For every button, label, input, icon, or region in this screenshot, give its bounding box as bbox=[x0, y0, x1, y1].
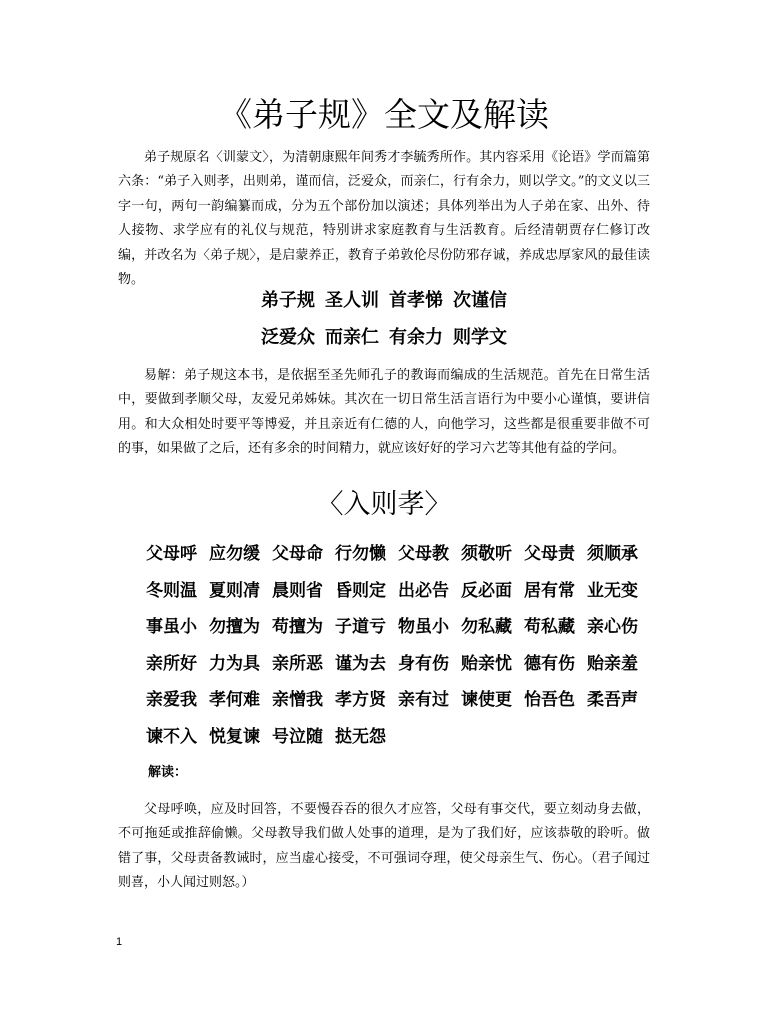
verse-phrase: 出必告 bbox=[398, 580, 449, 601]
verse-phrase: 悦复谏 bbox=[209, 726, 260, 747]
verse-phrase: 孝方贤 bbox=[335, 690, 386, 710]
verse-phrase: 首孝悌 bbox=[389, 290, 443, 311]
verse-phrase: 亲爱我 bbox=[146, 690, 197, 710]
verse-phrase: 须敬听 bbox=[461, 544, 512, 564]
verse-phrase: 亲所好 bbox=[146, 653, 197, 674]
page-number: 1 bbox=[116, 936, 123, 948]
verse-phrase: 勿擅为 bbox=[209, 617, 260, 637]
verse-phrase: 亲心伤 bbox=[587, 617, 638, 637]
verse-phrase: 怡吾色 bbox=[524, 690, 575, 710]
explanation-paragraph: 易解：弟子规这本书，是依据至圣先师孔子的教诲而编成的生活规范。首先在日常生活中，要做到孝顺父母，友爱兄弟姊妹。其次在一切日常生活言语行为中要小心谨慎，要讲信用。和大众相处时要平等博爱，并且亲近有仁德的人，向他学习，这些都是很重要非做不可的事，如果做了之后，还有多余的时间精力，就应该好好的学习六艺等其他有益的学问。 bbox=[118, 368, 650, 457]
verse-phrase: 应勿缓 bbox=[209, 544, 260, 564]
verse-phrase: 物虽小 bbox=[398, 617, 449, 637]
section-verse-grid bbox=[146, 536, 666, 755]
verse-phrase: 父母教 bbox=[398, 544, 449, 564]
verse-phrase: 德有伤 bbox=[524, 653, 575, 674]
verse-phrase: 弟子规 bbox=[261, 290, 315, 311]
verse-phrase: 亲憎我 bbox=[272, 690, 323, 710]
intro-paragraph: 弟子规原名〈训蒙文〉，为清朝康熙年间秀才李毓秀所作。其内容采用《论语》学而篇第六条：“弟子入则孝，出则弟，谨而信，泛爱众，而亲仁，行有余力，则以学文。”的文义以三字一句，两句一韵编纂而成，分为五个部份加以演述；具体列举出为人子弟在家、出外、待人接物、求学应有的礼仪与规范，特别讲求家庭教育与生活教育。后经清朝贾存仁修订改编，并改名为〈弟子规〉，是启蒙养正，教育子弟敦伦尽份防邪存诚，养成忠厚家风的最佳读物。 bbox=[118, 150, 650, 288]
verse-phrase: 父母责 bbox=[524, 544, 575, 564]
verse-phrase: 有余力 bbox=[389, 327, 443, 348]
verse-phrase: 行勿懒 bbox=[335, 544, 386, 564]
verse-phrase: 晨则省 bbox=[272, 580, 323, 601]
verse-phrase: 勿私藏 bbox=[461, 617, 512, 637]
verse-phrase: 夏则凊 bbox=[209, 580, 260, 601]
commentary-paragraph: 父母呼唤，应及时回答，不要慢吞吞的很久才应答，父母有事交代，要立刻动身去做，不可拖延或推辞偷懒。父母教导我们做人处事的道理，是为了我们好，应该恭敬的聆听。做错了事，父母责备教诫时，应当虚心接受，不可强词夺理，使父母亲生气、伤心。（君子闻过则喜，小人闻过则怒。） bbox=[118, 802, 650, 891]
verse-phrase: 谏不入 bbox=[146, 726, 197, 747]
verse-phrase: 冬则温 bbox=[146, 580, 197, 601]
verse-line-1 bbox=[0, 288, 768, 314]
verse-phrase: 亲所恶 bbox=[272, 653, 323, 674]
verse-phrase: 而亲仁 bbox=[325, 327, 379, 348]
verse-line-2 bbox=[0, 325, 768, 351]
verse-phrase: 居有常 bbox=[524, 580, 575, 601]
verse-phrase: 父母呼 bbox=[146, 544, 197, 564]
verse-phrase: 苟擅为 bbox=[272, 617, 323, 637]
verse-row bbox=[146, 536, 666, 573]
verse-row bbox=[146, 573, 666, 610]
verse-phrase: 亲有过 bbox=[398, 690, 449, 710]
verse-phrase: 子道亏 bbox=[335, 617, 386, 637]
verse-phrase: 贻亲羞 bbox=[587, 653, 638, 674]
verse-phrase: 谏使更 bbox=[461, 690, 512, 710]
verse-phrase: 号泣随 bbox=[272, 726, 323, 747]
verse-phrase: 身有伤 bbox=[398, 653, 449, 674]
verse-phrase: 谨为去 bbox=[335, 653, 386, 674]
verse-row bbox=[146, 719, 666, 756]
verse-phrase: 业无变 bbox=[587, 580, 638, 601]
verse-row bbox=[146, 609, 666, 646]
verse-phrase: 孝何难 bbox=[209, 690, 260, 710]
section-heading: 〈入则孝〉 bbox=[316, 489, 452, 520]
verse-phrase: 则学文 bbox=[453, 327, 507, 348]
verse-phrase: 反必面 bbox=[461, 580, 512, 601]
verse-phrase: 贻亲忧 bbox=[461, 653, 512, 674]
verse-phrase: 力为具 bbox=[209, 653, 260, 674]
verse-phrase: 昏则定 bbox=[335, 580, 386, 601]
verse-phrase: 柔吾声 bbox=[587, 690, 638, 710]
verse-phrase: 父母命 bbox=[272, 544, 323, 564]
verse-phrase: 事虽小 bbox=[146, 617, 197, 637]
verse-phrase: 须顺承 bbox=[587, 544, 638, 564]
verse-row bbox=[146, 646, 666, 683]
verse-phrase: 圣人训 bbox=[325, 290, 379, 311]
document-title: 《弟子规》全文及解读 bbox=[219, 95, 549, 134]
verse-row bbox=[146, 682, 666, 719]
commentary-label: 解读： bbox=[148, 765, 188, 780]
verse-phrase: 挞无怨 bbox=[335, 726, 386, 747]
verse-phrase: 次谨信 bbox=[453, 290, 507, 311]
verse-phrase: 泛爱众 bbox=[261, 327, 315, 348]
verse-phrase: 苟私藏 bbox=[524, 617, 575, 637]
